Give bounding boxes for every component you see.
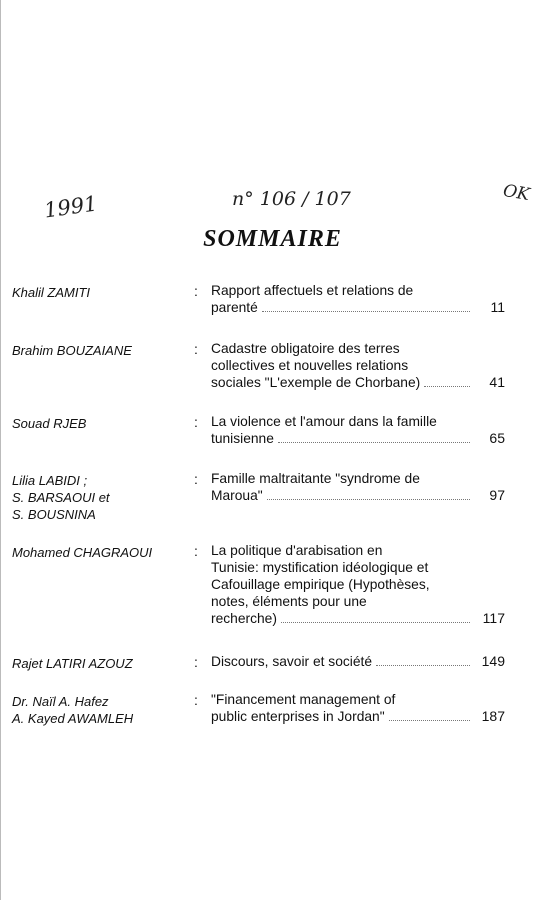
toc-article-title — [211, 542, 473, 627]
title-line: La violence et l'amour dans la famille — [211, 414, 437, 429]
title-line: La politique d'arabisation en — [211, 543, 383, 558]
author-line: S. BARSAOUI et — [12, 490, 110, 505]
author-line: A. Kayed AWAMLEH — [12, 711, 134, 726]
toc-page-number: 187 — [481, 708, 505, 724]
toc-article-title — [211, 653, 473, 670]
toc-author — [12, 472, 187, 523]
title-line: Cafouillage empirique (Hypothèses, — [211, 577, 430, 592]
title-line: Famille maltraitante "syndrome de — [211, 471, 420, 486]
toc-separator: : — [194, 471, 198, 487]
dot-leader — [389, 720, 470, 721]
toc-article-title — [211, 340, 473, 391]
dot-leader — [281, 622, 470, 623]
toc-page-number: 149 — [481, 653, 505, 669]
toc-separator: : — [194, 654, 198, 670]
author-line: Souad RJEB — [12, 416, 87, 431]
title-line: Tunisie: mystification idéologique et — [211, 560, 429, 575]
dot-leader — [376, 665, 470, 666]
title-line: notes, éléments pour une — [211, 594, 367, 609]
title-line: Discours, savoir et société — [211, 654, 373, 669]
toc-article-title — [211, 470, 473, 504]
handwritten-ok-mark: OK — [501, 180, 532, 206]
dot-leader — [278, 442, 470, 443]
title-line: "Financement management of — [211, 692, 396, 707]
author-line: Dr. Naïl A. Hafez — [12, 694, 109, 709]
toc-page-number: 97 — [489, 487, 505, 503]
title-line: Maroua" — [211, 488, 263, 503]
toc-author — [12, 693, 187, 727]
toc-article-title — [211, 691, 473, 725]
title-line: public enterprises in Jordan" — [211, 709, 385, 724]
author-line: Mohamed CHAGRAOUI — [12, 545, 153, 560]
toc-author — [12, 342, 187, 359]
page-title: SOMMAIRE — [203, 226, 342, 252]
title-line: Cadastre obligatoire des terres — [211, 341, 400, 356]
author-line: S. BOUSNINA — [12, 507, 96, 522]
left-edge-shadow — [0, 0, 1, 900]
toc-page-number: 11 — [490, 299, 505, 315]
author-line: Brahim BOUZAIANE — [12, 343, 132, 358]
toc-author — [12, 284, 187, 301]
handwritten-year: 1991 — [42, 191, 99, 223]
handwritten-issue-number: n° 106 / 107 — [232, 188, 351, 210]
dot-leader — [267, 499, 470, 500]
title-line: collectives et nouvelles relations — [211, 358, 409, 373]
toc-page-number: 41 — [489, 374, 505, 390]
toc-separator: : — [194, 692, 198, 708]
title-line: parenté — [211, 300, 258, 315]
title-line: tunisienne — [211, 431, 274, 446]
toc-article-title — [211, 282, 473, 316]
toc-separator: : — [194, 543, 198, 559]
author-line: Rajet LATIRI AZOUZ — [12, 656, 133, 671]
toc-page-number: 65 — [489, 430, 505, 446]
toc-author — [12, 544, 187, 561]
title-line: sociales "L'exemple de Chorbane) — [211, 375, 421, 390]
dot-leader — [424, 386, 470, 387]
title-line: Rapport affectuels et relations de — [211, 283, 414, 298]
dot-leader — [262, 311, 470, 312]
title-line: recherche) — [211, 611, 277, 626]
toc-page-number: 117 — [482, 610, 505, 626]
toc-separator: : — [194, 341, 198, 357]
author-line: Lilia LABIDI ; — [12, 473, 88, 488]
toc-author — [12, 655, 187, 672]
toc-author — [12, 415, 187, 432]
toc-article-title — [211, 413, 473, 447]
author-line: Khalil ZAMITI — [12, 285, 91, 300]
toc-separator: : — [194, 414, 198, 430]
toc-separator: : — [194, 283, 198, 299]
